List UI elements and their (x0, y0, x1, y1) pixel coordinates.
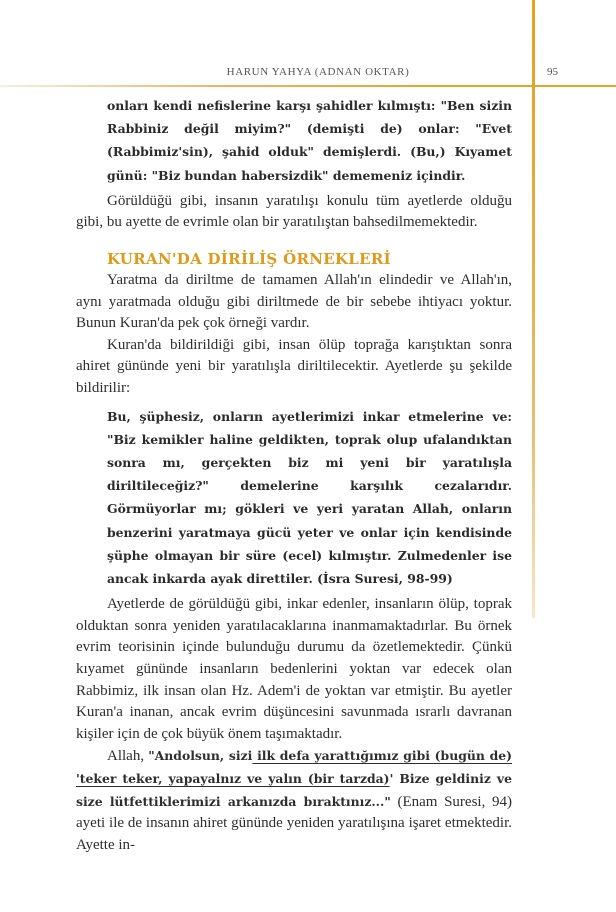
page-body (76, 94, 512, 856)
verse-quote: Bu, şüphesiz, onların ayetlerimizi inkar etmelerine ve: "Biz kemikler haline geldikten, toprak olup ufalandıktan sonra mı, gerçekten biz mi yeni bir yaratılışla diriltileceğiz?" demelerine karşılık cezalarıdır. Görmüyorlar mı; gökleri ve yeri yaratan Allah, onların benzerini yaratmaya gücü yeter ve onlar için kendisinde şüphe olmayan bir süre (ecel) kılmıştır. Zulmedenler ise ancak inkarda ayak direttiler. (İsra Suresi, 98-99) (107, 408, 512, 586)
paragraph-lead: Allah, (107, 748, 149, 765)
paragraph-with-quote (76, 745, 512, 856)
paragraph-tail: (Enam Suresi, 94) ayeti ile de insanın ahiret gününde yeniden yaratılışına işaret etmektedir. Ayette in- (76, 793, 513, 853)
running-head-title: HARUN YAHYA (ADNAN OKTAR) (226, 66, 410, 78)
section-heading: KURAN'DA DİRİLİŞ ÖRNEKLERİ (107, 250, 391, 268)
paragraph: Görüldüğü gibi, insanın yaratılışı konulu tüm ayetlerde olduğu gibi, bu ayette de evrimle olan bir yaratılıştan bahsedilmemektedir. (76, 192, 512, 231)
header-accent-horizontal-rule (0, 85, 616, 87)
paragraph: Yaratma da diriltme de tamamen Allah'ın elindedir ve Allah'ın, aynı yaratmada olduğu gibi diriltmede de bir sebebe ihtiyacı yoktur. Bunun Kuran'da pek çok örneği vardır. (76, 272, 512, 332)
quote-continuation: onları kendi nefislerine karşı şahidler kılmıştı: "Ben sizin Rabbiniz değil miyim?" (demişti de) onlar: "Evet (Rabbimiz'sin), şahid olduk" demişlerdi. (Bu,) Kıyamet günü: "Biz bundan habersizdik" dememeniz içindir. (107, 98, 512, 183)
inline-quote-start: "Andolsun, sizi (148, 748, 253, 764)
margin-accent-vertical-rule (532, 0, 535, 618)
paragraph: Kuran'da bildirildiği gibi, insan ölüp toprağa karıştıktan sonra ahiret gününde yeni bir yaratılışla diriltilecektir. Ayetlerde şu şekilde bildirilir: (76, 336, 512, 396)
paragraph: Ayetlerde de görüldüğü gibi, inkar edenler, insanların ölüp, toprak olduktan sonra yeniden yaratılacaklarına inanmamaktadırlar. Bu örnek evrim teorisinin içinde bulunduğu durumu da özetlemektedir. Çünkü kıyamet gününde insanların bedenlerini yoktan var edecek olan Rabbimiz, ilk insan olan Hz. Adem'i de yoktan var etmiştir. Bu ayetler Kuran'a inanan, ancak evrim düşüncesini savunmada ısrarlı davranan kişiler için de çok büyük önem taşımaktadır. (76, 596, 512, 742)
inline-quote-end: ' Bize geldiniz ve size lütfettiklerimizi arkanızda bıraktınız..." (76, 770, 512, 809)
inline-quote-underlined: ilk defa yarattığımız gibi (bugün de) 'teker teker, yapayalnız ve yalın (bir tarzda) (76, 748, 513, 786)
page-number: 95 (547, 66, 558, 78)
